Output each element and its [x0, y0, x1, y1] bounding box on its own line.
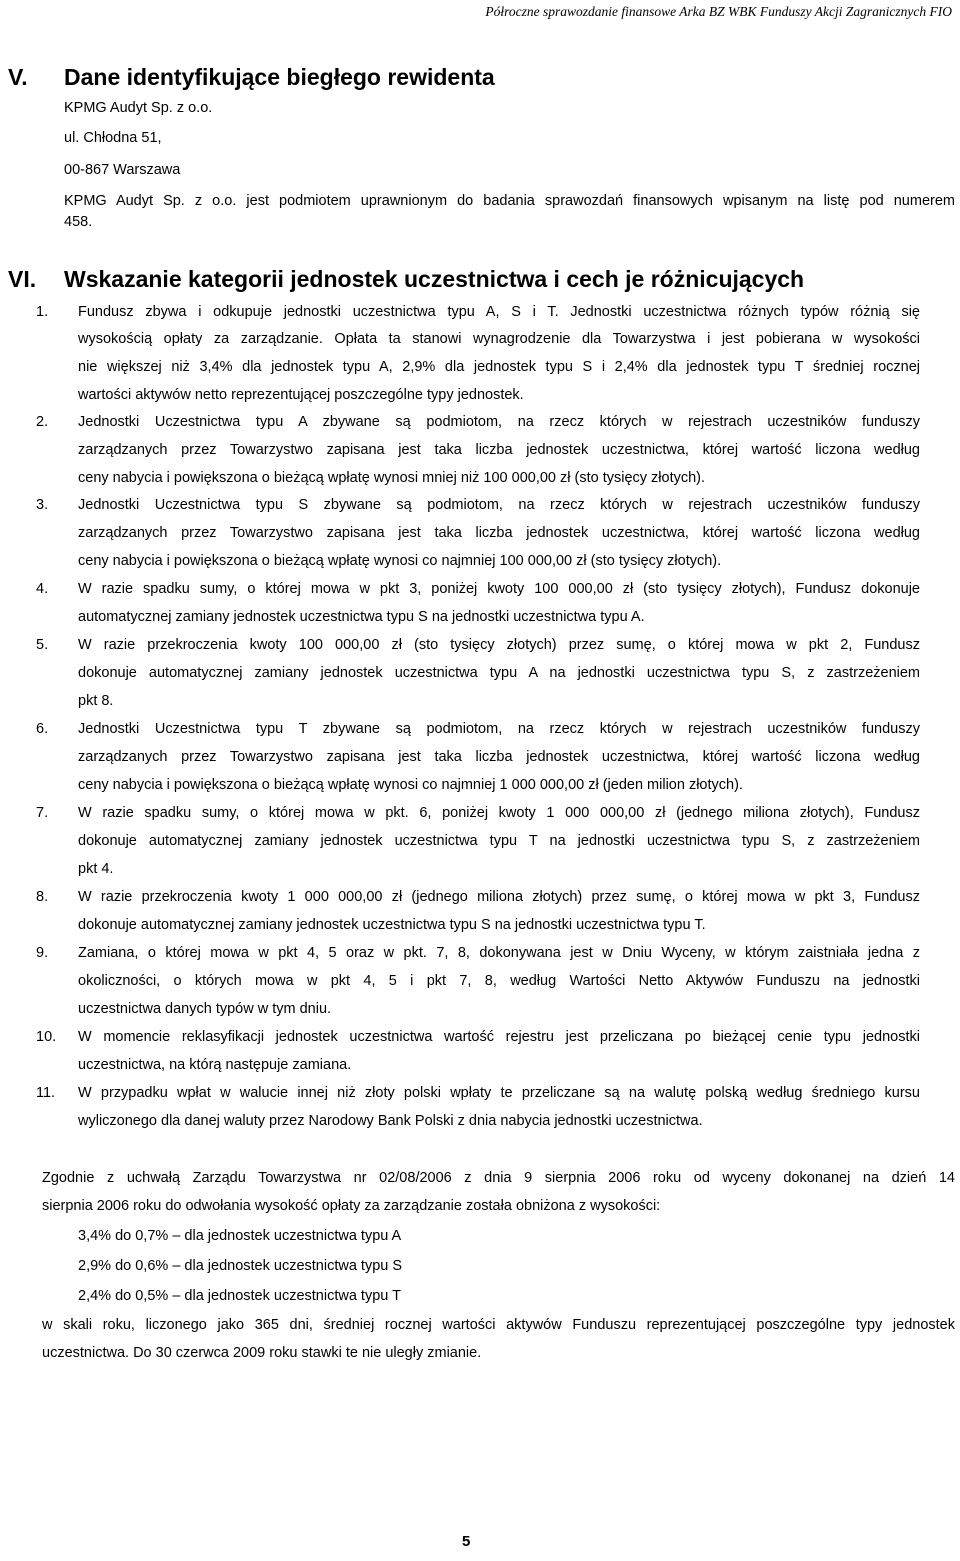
item-3-number: 3.	[36, 497, 49, 513]
auditor-number: 458.	[64, 214, 93, 230]
item-8-line: dokonuje automatycznej zamiany jednostek uczestnictwa typu S na jednostki uczestnictwa typu T.	[78, 917, 706, 933]
closing-line: sierpnia 2006 roku do odwołania wysokość opłaty za zarządzanie została obniżona z wysokości:	[42, 1198, 661, 1214]
page-number: 5	[462, 1533, 471, 1550]
auditor-statement: KPMG Audyt Sp. z o.o. jest podmiotem uprawnionym do badania sprawozdań finansowych wpisanym na listę pod numerem	[64, 193, 955, 209]
fee-rate-a: 3,4% do 0,7% – dla jednostek uczestnictwa typu A	[78, 1228, 402, 1244]
closing-tail: uczestnictwa. Do 30 czerwca 2009 roku stawki te nie uległy zmianie.	[42, 1345, 482, 1361]
item-5-line: pkt 8.	[78, 693, 114, 709]
item-2-line: Jednostki Uczestnictwa typu A zbywane są podmiotom, na rzecz których w rejestrach uczestników funduszy	[78, 414, 920, 430]
section-5-number: V.	[8, 64, 28, 90]
item-1-line: wartości aktywów netto reprezentującej poszczególne typy jednostek.	[78, 387, 524, 403]
item-9-number: 9.	[36, 945, 49, 961]
closing-tail: w skali roku, liczonego jako 365 dni, średniej rocznej wartości aktywów Funduszu reprezentującej poszczególne typy jednostek	[42, 1317, 955, 1333]
item-7-line: dokonuje automatycznej zamiany jednostek uczestnictwa typu T na jednostki uczestnictwa typu S, z zastrzeżeniem	[78, 833, 920, 849]
auditor-name: KPMG Audyt Sp. z o.o.	[64, 100, 213, 116]
item-11-line: W przypadku wpłat w walucie innej niż złoty polski wpłaty te przeliczane są na walutę polską według średniego kursu	[78, 1085, 920, 1101]
section-5-title: Dane identyfikujące biegłego rewidenta	[64, 64, 495, 90]
item-6-line: ceny nabycia i powiększona o bieżącą wpłatę wynosi co najmniej 1 000 000,00 zł (jeden milion złotych).	[78, 777, 743, 793]
item-7-number: 7.	[36, 805, 49, 821]
item-5-line: dokonuje automatycznej zamiany jednostek uczestnictwa typu A na jednostki uczestnictwa typu S, z zastrzeżeniem	[78, 665, 920, 681]
section-6-heading	[8, 266, 804, 293]
item-2-number: 2.	[36, 414, 49, 430]
item-11-line: wyliczonego dla danej waluty przez Narodowy Bank Polski z dnia nabycia jednostki uczestnictwa.	[78, 1113, 703, 1129]
section-6-title: Wskazanie kategorii jednostek uczestnictwa i cech je różnicujących	[64, 266, 805, 292]
item-11-number: 11.	[36, 1085, 56, 1101]
item-4-number: 4.	[36, 581, 49, 597]
closing-line: Zgodnie z uchwałą Zarządu Towarzystwa nr 02/08/2006 z dnia 9 sierpnia 2006 roku od wyceny dokonanej na dzień 14	[42, 1170, 955, 1186]
fee-rate-t: 2,4% do 0,5% – dla jednostek uczestnictwa typu T	[78, 1288, 401, 1304]
item-10-number: 10.	[36, 1029, 57, 1045]
item-4-line: W razie spadku sumy, o której mowa w pkt 3, poniżej kwoty 100 000,00 zł (sto tysięcy złotych), Fundusz dokonuje	[78, 581, 920, 597]
fee-rate-s: 2,9% do 0,6% – dla jednostek uczestnictwa typu S	[78, 1258, 403, 1274]
item-1-line: Fundusz zbywa i odkupuje jednostki uczestnictwa typu A, S i T. Jednostki uczestnictwa różnych typów różnią się	[78, 304, 920, 320]
item-9-line: Zamiana, o której mowa w pkt 4, 5 oraz w pkt. 7, 8, dokonywana jest w Dniu Wyceny, w którym zaistniała jedna z	[78, 945, 920, 961]
section-6-number: VI.	[8, 266, 37, 292]
item-10-line: uczestnictwa, na którą następuje zamiana.	[78, 1057, 352, 1073]
item-3-line: zarządzanych przez Towarzystwo zapisana jest taka liczba jednostek uczestnictwa, której wartość liczona według	[78, 525, 920, 541]
page-header: Półroczne sprawozdanie finansowe Arka BZ WBK Funduszy Akcji Zagranicznych FIO	[485, 4, 952, 19]
item-2-line: ceny nabycia i powiększona o bieżącą wpłatę wynosi mniej niż 100 000,00 zł (sto tysięcy złotych).	[78, 470, 706, 486]
item-8-number: 8.	[36, 889, 49, 905]
item-6-line: Jednostki Uczestnictwa typu T zbywane są podmiotom, na rzecz których w rejestrach uczestników funduszy	[78, 721, 920, 737]
item-1-number: 1.	[36, 304, 49, 320]
item-9-line: okoliczności, o których mowa w pkt 4, 5 i pkt 7, 8, według Wartości Netto Aktywów Funduszu na jednostki	[78, 973, 920, 989]
item-4-line: automatycznej zamiany jednostek uczestnictwa typu S na jednostki uczestnictwa typu A.	[78, 609, 645, 625]
item-2-line: zarządzanych przez Towarzystwo zapisana jest taka liczba jednostek uczestnictwa, której wartość liczona według	[78, 442, 920, 458]
item-7-line: W razie spadku sumy, o której mowa w pkt. 6, poniżej kwoty 1 000 000,00 zł (jednego miliona złotych), Fundusz	[78, 805, 920, 821]
item-1-line: wysokością opłaty za zarządzanie. Opłata ta stanowi wynagrodzenie dla Towarzystwa i jest pobierana w wysokości	[78, 331, 920, 347]
item-6-number: 6.	[36, 721, 49, 737]
item-5-line: W razie przekroczenia kwoty 100 000,00 zł (sto tysięcy złotych) przez sumę, o której mowa w pkt 2, Fundusz	[78, 637, 920, 653]
item-3-line: ceny nabycia i powiększona o bieżącą wpłatę wynosi co najmniej 100 000,00 zł (sto tysięcy złotych).	[78, 553, 722, 569]
item-8-line: W razie przekroczenia kwoty 1 000 000,00 zł (jednego miliona złotych) przez sumę, o której mowa w pkt 3, Fundusz	[78, 889, 920, 905]
section-5-heading	[8, 64, 495, 91]
item-7-line: pkt 4.	[78, 861, 114, 877]
item-9-line: uczestnictwa danych typów w tym dniu.	[78, 1001, 332, 1017]
auditor-street: ul. Chłodna 51,	[64, 130, 162, 146]
item-1-line: nie większej niż 3,4% dla jednostek typu A, 2,9% dla jednostek typu S i 2,4% dla jednostek typu T średniej rocznej	[78, 359, 920, 375]
item-5-number: 5.	[36, 637, 49, 653]
item-6-line: zarządzanych przez Towarzystwo zapisana jest taka liczba jednostek uczestnictwa, której wartość liczona według	[78, 749, 920, 765]
item-3-line: Jednostki Uczestnictwa typu S zbywane są podmiotom, na rzecz których w rejestrach uczestników funduszy	[78, 497, 920, 513]
item-10-line: W momencie reklasyfikacji jednostek uczestnictwa wartość rejestru jest przeliczana po bieżącej cenie typu jednostki	[78, 1029, 920, 1045]
auditor-city: 00-867 Warszawa	[64, 162, 181, 178]
